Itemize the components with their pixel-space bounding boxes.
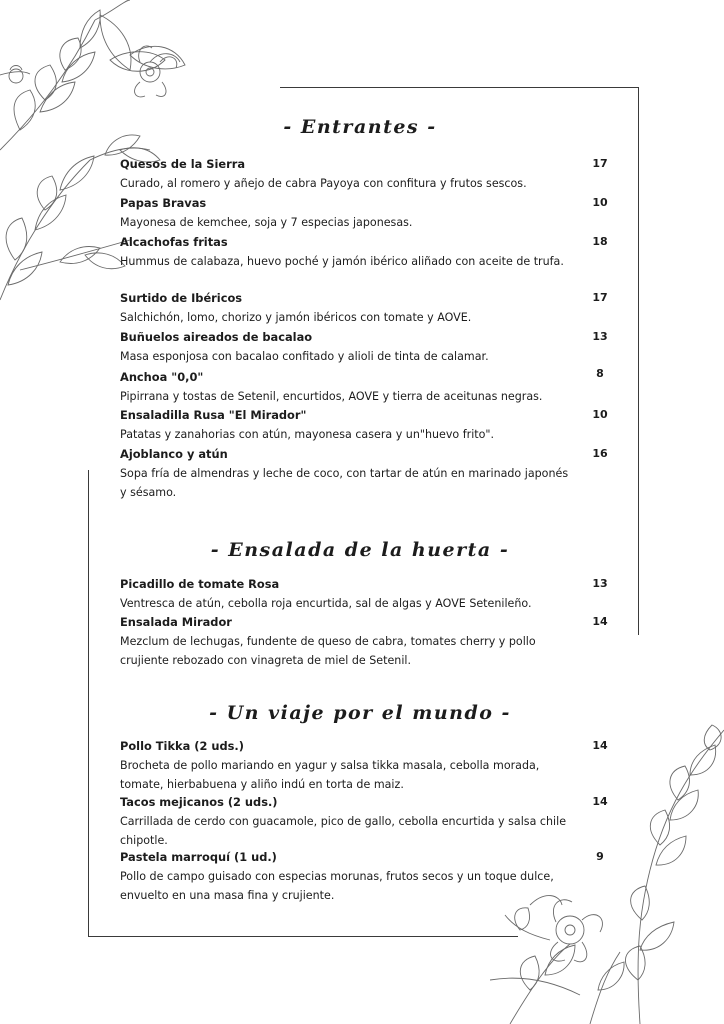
menu-item-description: Masa esponjosa con bacalao confitado y alioli de tinta de calamar. xyxy=(120,350,489,363)
menu-item xyxy=(120,850,610,905)
menu-item-name: Papas Bravas xyxy=(120,196,207,210)
menu-item-price: 16 xyxy=(592,447,608,460)
menu-item-name: Pollo Tikka (2 uds.) xyxy=(120,739,244,753)
menu-item xyxy=(120,157,610,193)
menu-item-price: 10 xyxy=(592,196,608,209)
menu-item-description: Mayonesa de kemchee, soja y 7 especias japonesas. xyxy=(120,216,413,229)
menu-item xyxy=(120,795,610,850)
frame-line-right xyxy=(638,87,639,635)
menu-item-name: Ensaladilla Rusa "El Mirador" xyxy=(120,408,307,422)
menu-item-name: Alcachofas fritas xyxy=(120,235,228,249)
menu-item-price: 18 xyxy=(592,235,608,248)
frame-line-bottom xyxy=(88,936,518,937)
menu-item xyxy=(120,235,610,271)
menu-item-price: 13 xyxy=(592,330,608,343)
menu-item-description: Brocheta de pollo mariando en yagur y salsa tikka masala, cebolla morada, tomate, hierbabuena y aliño indú en torta de maiz. xyxy=(120,759,540,791)
menu-item xyxy=(120,330,610,366)
menu-item-description: Patatas y zanahorias con atún, mayonesa casera y un"huevo frito". xyxy=(120,428,495,441)
menu-item-description: Carrillada de cerdo con guacamole, pico de gallo, cebolla encurtida y salsa chile chipotle. xyxy=(120,815,567,847)
menu-item-name: Surtido de Ibéricos xyxy=(120,291,243,305)
menu-item-description: Hummus de calabaza, huevo poché y jamón ibérico aliñado con aceite de trufa. xyxy=(120,255,564,268)
menu-item xyxy=(120,739,610,794)
section-title-ensalada-de-la-huerta: - Ensalada de la huerta - xyxy=(210,539,510,561)
menu-item-price: 13 xyxy=(592,577,608,590)
menu-item-description: Pollo de campo guisado con especias morunas, frutos secos y un toque dulce, envuelto en una masa fina y crujiente. xyxy=(120,870,554,902)
section-title-un-viaje-por-el-mundo: - Un viaje por el mundo - xyxy=(209,702,511,724)
frame-line-top xyxy=(280,87,639,88)
frame-line-left xyxy=(88,470,89,937)
menu-item-name: Anchoa "0,0" xyxy=(120,370,204,384)
menu-item-description: Salchichón, lomo, chorizo y jamón ibéricos con tomate y AOVE. xyxy=(120,311,472,324)
menu-item xyxy=(120,447,610,502)
menu-item-description: Sopa fría de almendras y leche de coco, con tartar de atún en marinado japonés y sésamo. xyxy=(120,467,569,499)
menu-item-description: Pipirrana y tostas de Setenil, encurtidos, AOVE y tierra de aceitunas negras. xyxy=(120,390,543,403)
menu-item-name: Ajoblanco y atún xyxy=(120,447,228,461)
menu-item xyxy=(120,577,610,613)
menu-item-price: 9 xyxy=(596,850,604,863)
menu-item-name: Ensalada Mirador xyxy=(120,615,232,629)
section-title-entrantes: - Entrantes - xyxy=(283,116,437,138)
menu-item-description: Ventresca de atún, cebolla roja encurtida, sal de algas y AOVE Setenileño. xyxy=(120,597,532,610)
menu-item-name: Tacos mejicanos (2 uds.) xyxy=(120,795,278,809)
menu-item xyxy=(120,196,610,232)
menu-item-name: Quesos de la Sierra xyxy=(120,157,246,171)
menu-item-price: 8 xyxy=(596,367,604,380)
menu-item-price: 10 xyxy=(592,408,608,421)
menu-item-price: 14 xyxy=(592,739,608,752)
menu-item-name: Pastela marroquí (1 ud.) xyxy=(120,850,277,864)
menu-item xyxy=(120,408,610,444)
menu-item xyxy=(120,615,610,670)
menu-item-price: 14 xyxy=(592,615,608,628)
menu-item-description: Curado, al romero y añejo de cabra Payoya con confitura y frutos sescos. xyxy=(120,177,527,190)
menu-item-name: Picadillo de tomate Rosa xyxy=(120,577,280,591)
menu-item-name: Buñuelos aireados de bacalao xyxy=(120,330,313,344)
menu-item-price: 14 xyxy=(592,795,608,808)
menu-item-description: Mezclum de lechugas, fundente de queso de cabra, tomates cherry y pollo crujiente rebozado con vinagreta de miel de Setenil. xyxy=(120,635,536,667)
menu-item xyxy=(120,367,610,406)
menu-item-price: 17 xyxy=(592,157,608,170)
menu-item-price: 17 xyxy=(592,291,608,304)
menu-item xyxy=(120,291,610,327)
